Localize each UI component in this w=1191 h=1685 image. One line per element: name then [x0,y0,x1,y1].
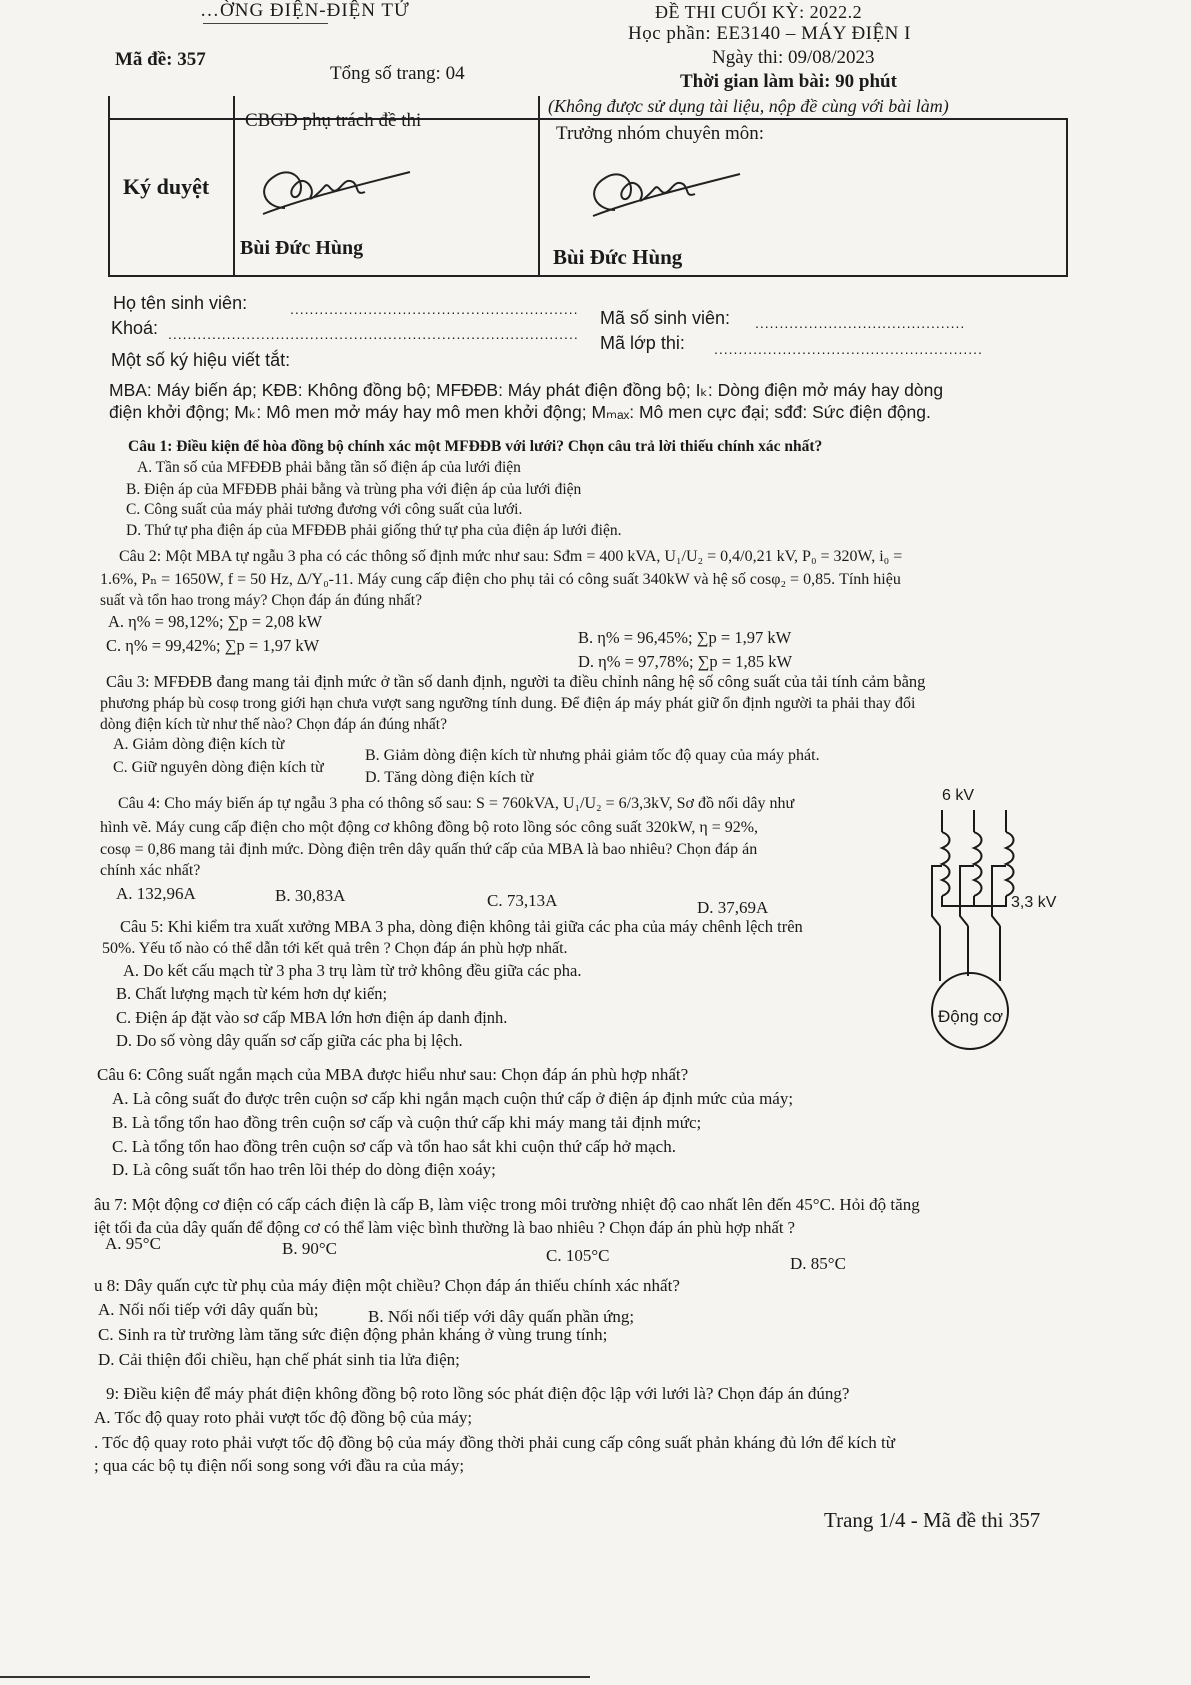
q3-option-c: C. Giữ nguyên dòng điện kích từ [113,759,324,776]
q1-option-a: A. Tần số của MFĐĐB phải bằng tần số điện áp của lưới điện [137,459,521,476]
q8-option-c: C. Sinh ra từ trường làm tăng sức điện động phản kháng ở vùng trung tính; [98,1325,608,1344]
student-name-label: Họ tên sinh viên: [113,293,248,313]
q9-option-a: A. Tốc độ quay roto phải vượt tốc độ đồng bộ của máy; [94,1408,473,1427]
q5-option-d: D. Do số vòng dây quấn sơ cấp giữa các pha bị lệch. [116,1031,463,1050]
q9-option-b-line-1: . Tốc độ quay roto phải vượt tốc độ đồng bộ của máy đồng thời phải cung cấp công suất phản kháng đủ lớn để kích từ [94,1433,895,1452]
question-4-line-4: chính xác nhất? [100,862,201,879]
question-3-line-2: phương pháp bù cosφ trong giới hạn chưa vượt sang ngưỡng tính dung. Để điện áp máy phát giữ ổn định người ta phải thay đổi [100,695,916,712]
group-leader-title: Trưởng nhóm chuyên môn: [556,123,765,144]
class-label: Mã lớp thi: [600,333,685,353]
table-mid-divider [233,96,235,276]
diagram-motor-label: Động cơ [938,1007,1004,1026]
question-4-line-2: hình vẽ. Máy cung cấp điện cho một động cơ không đồng bộ roto lồng sóc công suất 320kW, η = 92%, [100,819,759,836]
q4-option-c: C. 73,13A [487,891,558,910]
abbreviations-title: Một số ký hiệu viết tắt: [111,350,291,370]
q2-option-a: A. η% = 98,12%; ∑p = 2,08 kW [108,612,323,631]
total-pages: Tổng số trang: 04 [330,63,465,84]
question-2-line-2: 1.6%, Pₙ = 1650W, f = 50 Hz, Δ/Y₀-11. Máy cung cấp điện cho phụ tải có công suất 340kW và hệ số cosφ₂ = 0,85. Tính hiệu [100,571,901,588]
q1-option-d: D. Thứ tự pha điện áp của MFĐĐB phải giống thứ tự pha của điện áp lưới điện. [126,522,622,539]
course-name: Học phần: EE3140 – MÁY ĐIỆN I [628,23,911,44]
q4-option-a: A. 132,96A [116,884,196,903]
q3-option-d: D. Tăng dòng điện kích từ [365,769,534,786]
q8-option-a: A. Nối nối tiếp với dây quấn bù; [98,1300,319,1319]
question-9-stem: 9: Điều kiện để máy phát điện không đồng bộ roto lồng sóc phát điện độc lập với lưới là? Chọn đáp án đúng? [106,1384,850,1403]
q5-option-c: C. Điện áp đặt vào sơ cấp MBA lớn hơn điện áp danh định. [116,1008,508,1027]
q2-option-d: D. η% = 97,78%; ∑p = 1,85 kW [578,652,793,671]
question-7-line-2: iệt tối đa của dây quấn để động cơ có thể làm việc bình thường là bao nhiêu ? Chọn đáp án phù hợp nhất ? [94,1218,795,1237]
q7-option-b: B. 90°C [282,1239,337,1258]
question-4-line-3: cosφ = 0,86 mang tải định mức. Dòng điện trên dây quấn thứ cấp của MBA là bao nhiêu? Chọn đáp án [100,841,758,858]
question-5-line-2: 50%. Yếu tố nào có thể dẫn tới kết quả trên ? Chọn đáp án phù hợp nhất. [102,940,568,957]
question-5-line-1: Câu 5: Khi kiểm tra xuất xưởng MBA 3 pha, dòng điện không tải giữa các pha của máy chênh lệch trên [120,917,803,936]
student-id-label: Mã số sinh viên: [600,308,731,328]
diagram-top-voltage: 6 kV [942,787,975,804]
q5-option-b: B. Chất lượng mạch từ kém hơn dự kiến; [116,984,388,1003]
q1-option-b: B. Điện áp của MFĐĐB phải bằng và trùng pha với điện áp của lưới điện [126,481,582,498]
q4-option-d: D. 37,69A [697,898,769,917]
group-leader-name: Bùi Đức Hùng [553,245,683,269]
group-leader-signature [575,150,745,225]
q7-option-d: D. 85°C [790,1254,846,1273]
q9-option-b-line-2: ; qua các bộ tụ điện nối song song với đầu ra của máy; [94,1456,465,1475]
question-1-stem: Câu 1: Điều kiện để hòa đồng bộ chính xác một MFĐĐB với lưới? Chọn câu trả lời thiếu chính xác nhất? [128,438,823,455]
abbreviations-line-2: điện khởi động; Mₖ: Mô men mở máy hay mô men khởi động; Mₘₐₓ: Mô men cực đại; sđđ: Sức điện động. [109,402,931,422]
q6-option-b: B. Là tổng tổn hao đồng trên cuộn sơ cấp và cuộn thứ cấp khi máy mang tải định mức; [112,1113,702,1132]
table-right-divider [538,96,540,276]
q1-option-c: C. Công suất của máy phải tương đương với công suất của lưới. [126,501,523,518]
q7-option-a: A. 95°C [105,1234,161,1253]
student-name-dots[interactable]: ........................................................... [290,301,579,317]
question-8-stem: u 8: Dây quấn cực từ phụ của máy điện một chiều? Chọn đáp án thiếu chính xác nhất? [94,1276,680,1295]
table-right-border [1066,118,1068,276]
abbreviations-line-1: MBA: Máy biến áp; KĐB: Không đồng bộ; MFĐĐB: Máy phát điện đồng bộ; Iₖ: Dòng điện mở máy hay dòng [109,380,944,400]
school-name: …ỜNG ĐIỆN-ĐIỆN TỬ [200,0,410,21]
q5-option-a: A. Do kết cấu mạch từ 3 pha 3 trụ làm từ trở không đều giữa các pha. [123,961,582,980]
q3-option-a: A. Giảm dòng điện kích từ [113,736,285,753]
exam-date: Ngày thi: 09/08/2023 [712,47,875,68]
question-3-line-1: Câu 3: MFĐĐB đang mang tải định mức ở tần số danh định, người ta điều chỉnh nâng hệ số công suất của tải tính cảm bằng [106,672,926,691]
q4-option-b: B. 30,83A [275,886,346,905]
question-2-line-3: suất và tổn hao trong máy? Chọn đáp án đúng nhất? [100,592,422,609]
lecturer-name: Bùi Đức Hùng [240,237,364,259]
question-2-line-1: Câu 2: Một MBA tự ngẫu 3 pha có các thông số định mức như sau: Sđm = 400 kVA, U₁/U₂ = 0,4/0,21 kV, P₀ = 320W, i₀ = [119,548,903,565]
q8-option-d: D. Cải thiện đổi chiều, hạn chế phát sinh tia lửa điện; [98,1350,460,1369]
exam-rules: (Không được sử dụng tài liệu, nộp đề cùng với bài làm) [548,96,949,116]
q8-option-b: B. Nối nối tiếp với dây quấn phần ứng; [368,1307,635,1326]
q2-option-c: C. η% = 99,42%; ∑p = 1,97 kW [106,636,320,655]
exam-code: Mã đề: 357 [115,49,206,70]
table-left-border [108,96,110,276]
exam-duration: Thời gian làm bài: 90 phút [680,71,897,92]
question-4-line-1: Câu 4: Cho máy biến áp tự ngẫu 3 pha có thông số sau: S = 760kVA, U₁/U₂ = 6/3,3kV, Sơ đồ nối dây như [118,795,795,812]
school-underline [203,23,328,24]
lecturer-signature [245,148,415,223]
diagram-bottom-voltage: 3,3 kV [1011,894,1057,911]
page-bottom-rule [0,1676,590,1678]
faculty-dots[interactable]: .................................................................................... [168,326,579,342]
student-id-dots[interactable]: ........................................... [755,315,966,331]
q3-option-b: B. Giảm dòng điện kích từ nhưng phải giảm tốc độ quay của máy phát. [365,747,820,764]
question-6-stem: Câu 6: Công suất ngắn mạch của MBA được hiểu như sau: Chọn đáp án phù hợp nhất? [97,1065,689,1084]
q6-option-c: C. Là tổng tổn hao đồng trên cuộn sơ cấp và tổn hao sắt khi cuộn thứ cấp hở mạch. [112,1137,676,1156]
lecturer-title: CBGD phụ trách đề thi [245,110,422,131]
class-dots[interactable]: ....................................................... [714,341,983,357]
exam-title: ĐỀ THI CUỐI KỲ: 2022.2 [655,2,863,22]
q6-option-a: A. Là công suất đo được trên cuộn sơ cấp khi ngắn mạch cuộn thứ cấp ở điện áp định mức của máy; [112,1089,794,1108]
q2-option-b: B. η% = 96,45%; ∑p = 1,97 kW [578,628,792,647]
q6-option-d: D. Là công suất tổn hao trên lõi thép do dòng điện xoáy; [112,1160,496,1179]
q7-option-c: C. 105°C [546,1246,610,1265]
page-footer: Trang 1/4 - Mã đề thi 357 [824,1508,1041,1532]
approval-label: Ký duyệt [123,174,210,199]
faculty-label: Khoá: [111,318,159,338]
question-7-line-1: âu 7: Một động cơ điện có cấp cách điện là cấp B, làm việc trong môi trường nhiệt độ cao nhất lên đến 45°C. Hỏi độ tăng [94,1195,920,1214]
question-3-line-3: dòng điện kích từ như thế nào? Chọn đáp án đúng nhất? [100,716,447,733]
table-bottom-border [108,275,1068,277]
